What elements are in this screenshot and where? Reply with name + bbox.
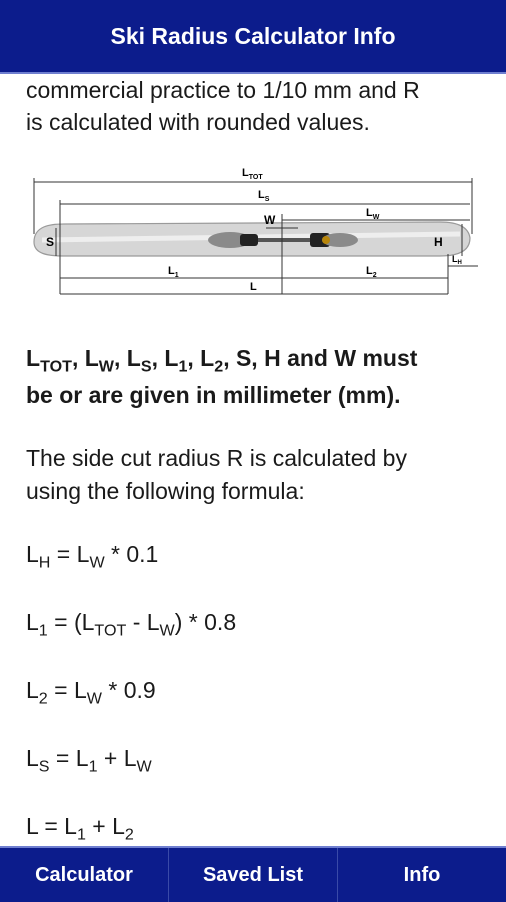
intro-line-2: is calculated with rounded values. <box>26 109 370 135</box>
tab-info[interactable]: Info <box>403 863 441 886</box>
label-l1: $L_1$ <box>168 265 179 279</box>
label-s: S <box>46 235 55 249</box>
label-ls: $L_S$ <box>258 189 270 203</box>
formula-intro-line-2: using the following formula: <box>26 478 305 504</box>
label-h: H <box>434 235 443 249</box>
intro-line-1: commercial practice to 1/10 mm and R <box>26 77 420 103</box>
label-w: W <box>264 213 276 227</box>
ski-diagram <box>20 162 490 312</box>
label-lh: $L_H$ <box>452 254 462 266</box>
label-l: L <box>250 281 257 293</box>
label-lw: $L_W$ <box>366 207 380 221</box>
tab-saved-list[interactable]: Saved List <box>169 848 338 902</box>
formula-ls: $L_S = L_1 + L_W$ <box>26 745 152 776</box>
units-note-line-2: be or are given in millimeter (mm). <box>26 382 401 408</box>
formula-l: $L = L_1 + L_2$ <box>26 813 134 844</box>
tab-calculator[interactable]: Calculator <box>0 848 169 902</box>
formula-lh: $L_H = L_W * 0.1$ <box>26 541 159 572</box>
formula-intro-line-1: The side cut radius R is calculated by <box>26 445 407 471</box>
label-ltot: $L_{TOT}$ <box>242 167 263 181</box>
units-note-line-1: $L_{TOT}$, $L_W$, $L_S$, $L_1$, $L_2$, S, H and W must <box>26 345 418 376</box>
formula-l1: $L_1 = (L_{TOT} - L_W) * 0.8$ <box>26 609 237 640</box>
formula-l2: $L_2 = L_W * 0.9$ <box>26 677 156 708</box>
app-header <box>0 0 506 74</box>
label-l2: $L_2$ <box>366 265 377 279</box>
page-title: Ski Radius Calculator Info <box>110 22 396 49</box>
bottom-tab-bar <box>0 846 506 902</box>
info-content[interactable] <box>0 74 506 846</box>
